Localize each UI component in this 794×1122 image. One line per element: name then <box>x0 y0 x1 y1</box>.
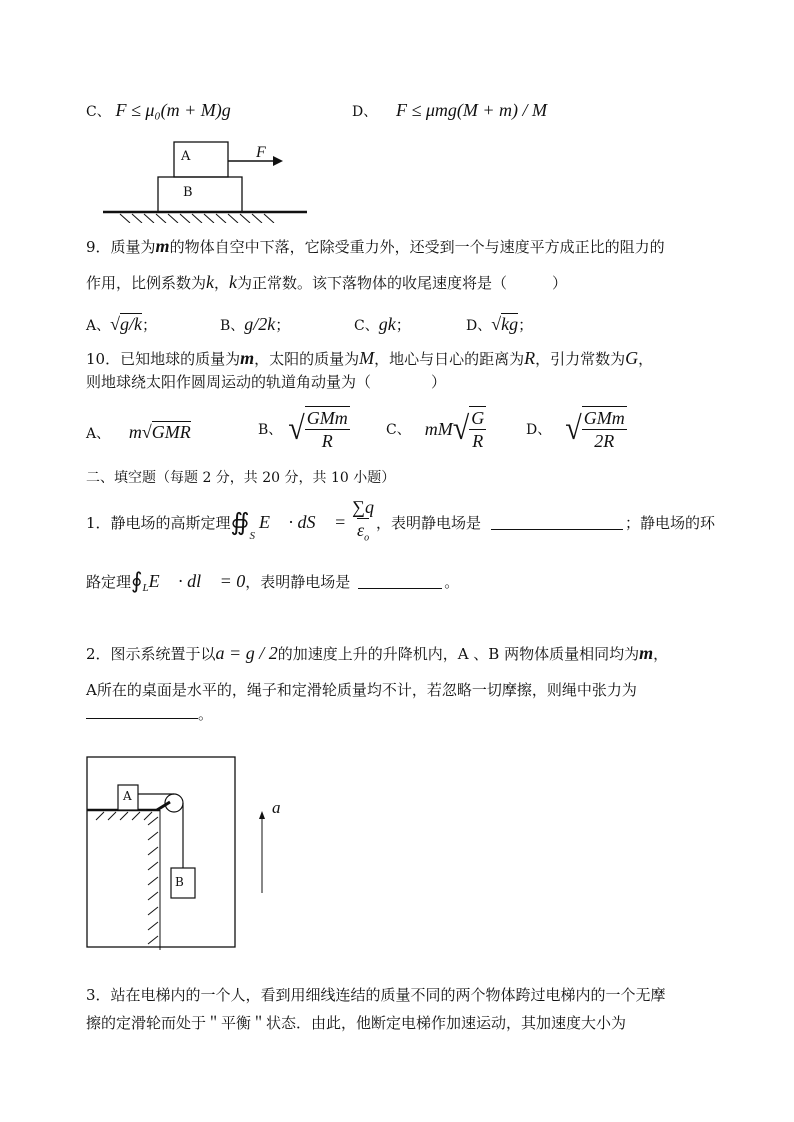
text: ， <box>214 274 230 292</box>
subscript: o <box>364 532 370 544</box>
numerator: G <box>471 408 485 428</box>
numerator: ∑q <box>352 497 374 517</box>
denominator: R <box>472 431 484 451</box>
answer-blank[interactable] <box>86 704 198 719</box>
numerator: GMm <box>583 408 625 428</box>
subscript: S <box>249 529 255 542</box>
var-m: m <box>155 236 170 256</box>
denominator: ε <box>357 520 365 540</box>
option-label: C、 <box>354 318 379 334</box>
text: 的物体自空中下落，它除受重力外，还受到一个与速度平方成正比的阻力的 <box>169 238 665 256</box>
block-a-label: A <box>181 149 191 164</box>
text: ，地心与日心的距离为 <box>374 350 525 368</box>
option-label: D、 <box>466 318 492 334</box>
text: ，太阳的质量为 <box>254 350 360 368</box>
option-label: C、 <box>386 422 411 438</box>
f1-line2 <box>86 568 459 594</box>
block-a-label: A <box>123 789 132 803</box>
table-hatching <box>96 812 158 944</box>
var-M: M <box>359 348 375 368</box>
var-m: m <box>240 348 255 368</box>
text: ， <box>653 645 669 663</box>
surface-integral-symbol: ∯ <box>230 510 250 537</box>
text: 作用，比例系数为 <box>86 274 207 292</box>
text: ； <box>395 316 411 334</box>
q10-option-a: A、 m√GMR <box>86 422 191 442</box>
f2-line2: A所在的桌面是水平的，绳子和定滑轮质量均不计，若忽略一切摩擦，则绳中张力为 <box>86 681 637 699</box>
text: 的加速度上升的升降机内，A 、B 两物体质量相同均为 <box>277 645 640 663</box>
var-R: R <box>524 348 536 368</box>
text: 9．质量为 <box>86 238 156 256</box>
q10-option-c: C、 mM √ $\frac{G}{R}$ <box>386 408 485 451</box>
option-label: C、 <box>86 104 111 120</box>
q8-option-c <box>86 100 231 122</box>
answer-blank[interactable] <box>358 574 442 589</box>
f3-line2: 擦的定滑轮而处于＂平衡＂状态．由此，他断定电梯作加速运动，其加速度大小为 <box>86 1014 627 1032</box>
text: ； <box>518 316 534 334</box>
f2-line1 <box>86 643 668 664</box>
block-force-diagram <box>95 138 315 223</box>
pulley-mount <box>157 802 170 810</box>
f1-line1 <box>86 496 715 550</box>
q9-option-a: A、√g/k； <box>86 314 158 334</box>
radicand: GMR <box>151 422 191 442</box>
q10-line1 <box>86 348 653 369</box>
denominator: R <box>321 431 333 451</box>
gauss-expression: E⃗ · dS⃗ = <box>258 512 347 533</box>
option-label: D、 <box>526 422 552 438</box>
text: ，引力常数为 <box>535 350 626 368</box>
var-k: k <box>206 272 215 292</box>
text: 。 <box>198 705 214 723</box>
text: 为正常数。该下落物体的收尾速度将是（ ） <box>237 274 568 292</box>
elevator-frame <box>87 757 235 947</box>
option-expression: g/2k <box>244 314 276 334</box>
q10-line2: 则地球绕太阳作圆周运动的轨道角动量为（ ） <box>86 373 447 391</box>
f2-line3 <box>86 704 213 724</box>
numerator: GMm <box>306 408 348 428</box>
option-label: B、 <box>220 318 245 334</box>
block-b-label: B <box>175 875 184 889</box>
f3-line1: 3．站在电梯内的一个人，看到用细线连结的质量不同的两个物体跨过电梯内的一个无摩 <box>86 986 666 1004</box>
text: 路定理 <box>86 572 132 591</box>
text: 2．图示系统置于以 <box>86 645 216 663</box>
option-expression: g/k <box>120 314 143 334</box>
q9-option-d: D、√kg； <box>466 314 534 334</box>
option-label: B、 <box>258 422 283 438</box>
answer-blank[interactable] <box>491 515 623 530</box>
elevator-pulley-diagram <box>84 755 294 955</box>
acceleration-label: a <box>272 798 281 817</box>
option-expression: m <box>128 422 142 442</box>
block-b <box>158 177 242 212</box>
text: 1．静电场的高斯定理 <box>86 514 231 533</box>
text: 。 <box>444 572 460 591</box>
q10-option-b: B、 √ $\frac{\text{GMm}}{R}$ <box>258 408 348 451</box>
q9-line1 <box>86 236 665 257</box>
option-label: A、 <box>86 318 111 334</box>
var-k: k <box>229 272 238 292</box>
q9-option-b <box>220 314 290 336</box>
text: ， <box>638 350 654 368</box>
option-expression: gk <box>378 314 396 334</box>
text: 10．已知地球的质量为 <box>86 350 241 368</box>
option-label: A、 <box>86 426 111 442</box>
var-G: G <box>625 348 639 368</box>
acceleration-expression: a = g / 2 <box>215 643 278 663</box>
q10-option-d: D、 √ $\frac{\text{GMm}}{2R}$ <box>526 408 625 451</box>
force-label: F⃗ <box>256 144 279 161</box>
text: ； <box>142 316 158 334</box>
section-title: 二、填空题（每题 2 分，共 20 分，共 10 小题） <box>86 470 396 486</box>
q9-option-c <box>354 314 411 336</box>
option-expression: F ≤ μ₀(m + M)g <box>115 100 231 120</box>
text: ；静电场的环 <box>625 514 716 533</box>
q9-line2 <box>86 272 567 293</box>
option-expression: mM <box>424 418 453 439</box>
ground-hatching <box>120 214 274 223</box>
option-expression: F ≤ μmg(M + m) / M <box>396 100 548 120</box>
denominator: 2R <box>594 431 615 451</box>
line-integral-symbol: ∮ <box>131 568 143 593</box>
circulation-expression: E⃗ · dl⃗ = 0 <box>148 570 246 591</box>
subscript: L <box>142 582 149 594</box>
q8-option-d <box>352 100 547 122</box>
text: ，表明静电场是 <box>245 572 351 591</box>
text: ，表明静电场是 <box>375 514 481 533</box>
option-label: D、 <box>352 104 378 120</box>
block-b-label: B <box>183 185 193 200</box>
arrow-head <box>259 811 265 819</box>
text: ； <box>275 316 291 334</box>
var-m: m <box>639 643 654 663</box>
option-expression: kg <box>501 314 519 334</box>
